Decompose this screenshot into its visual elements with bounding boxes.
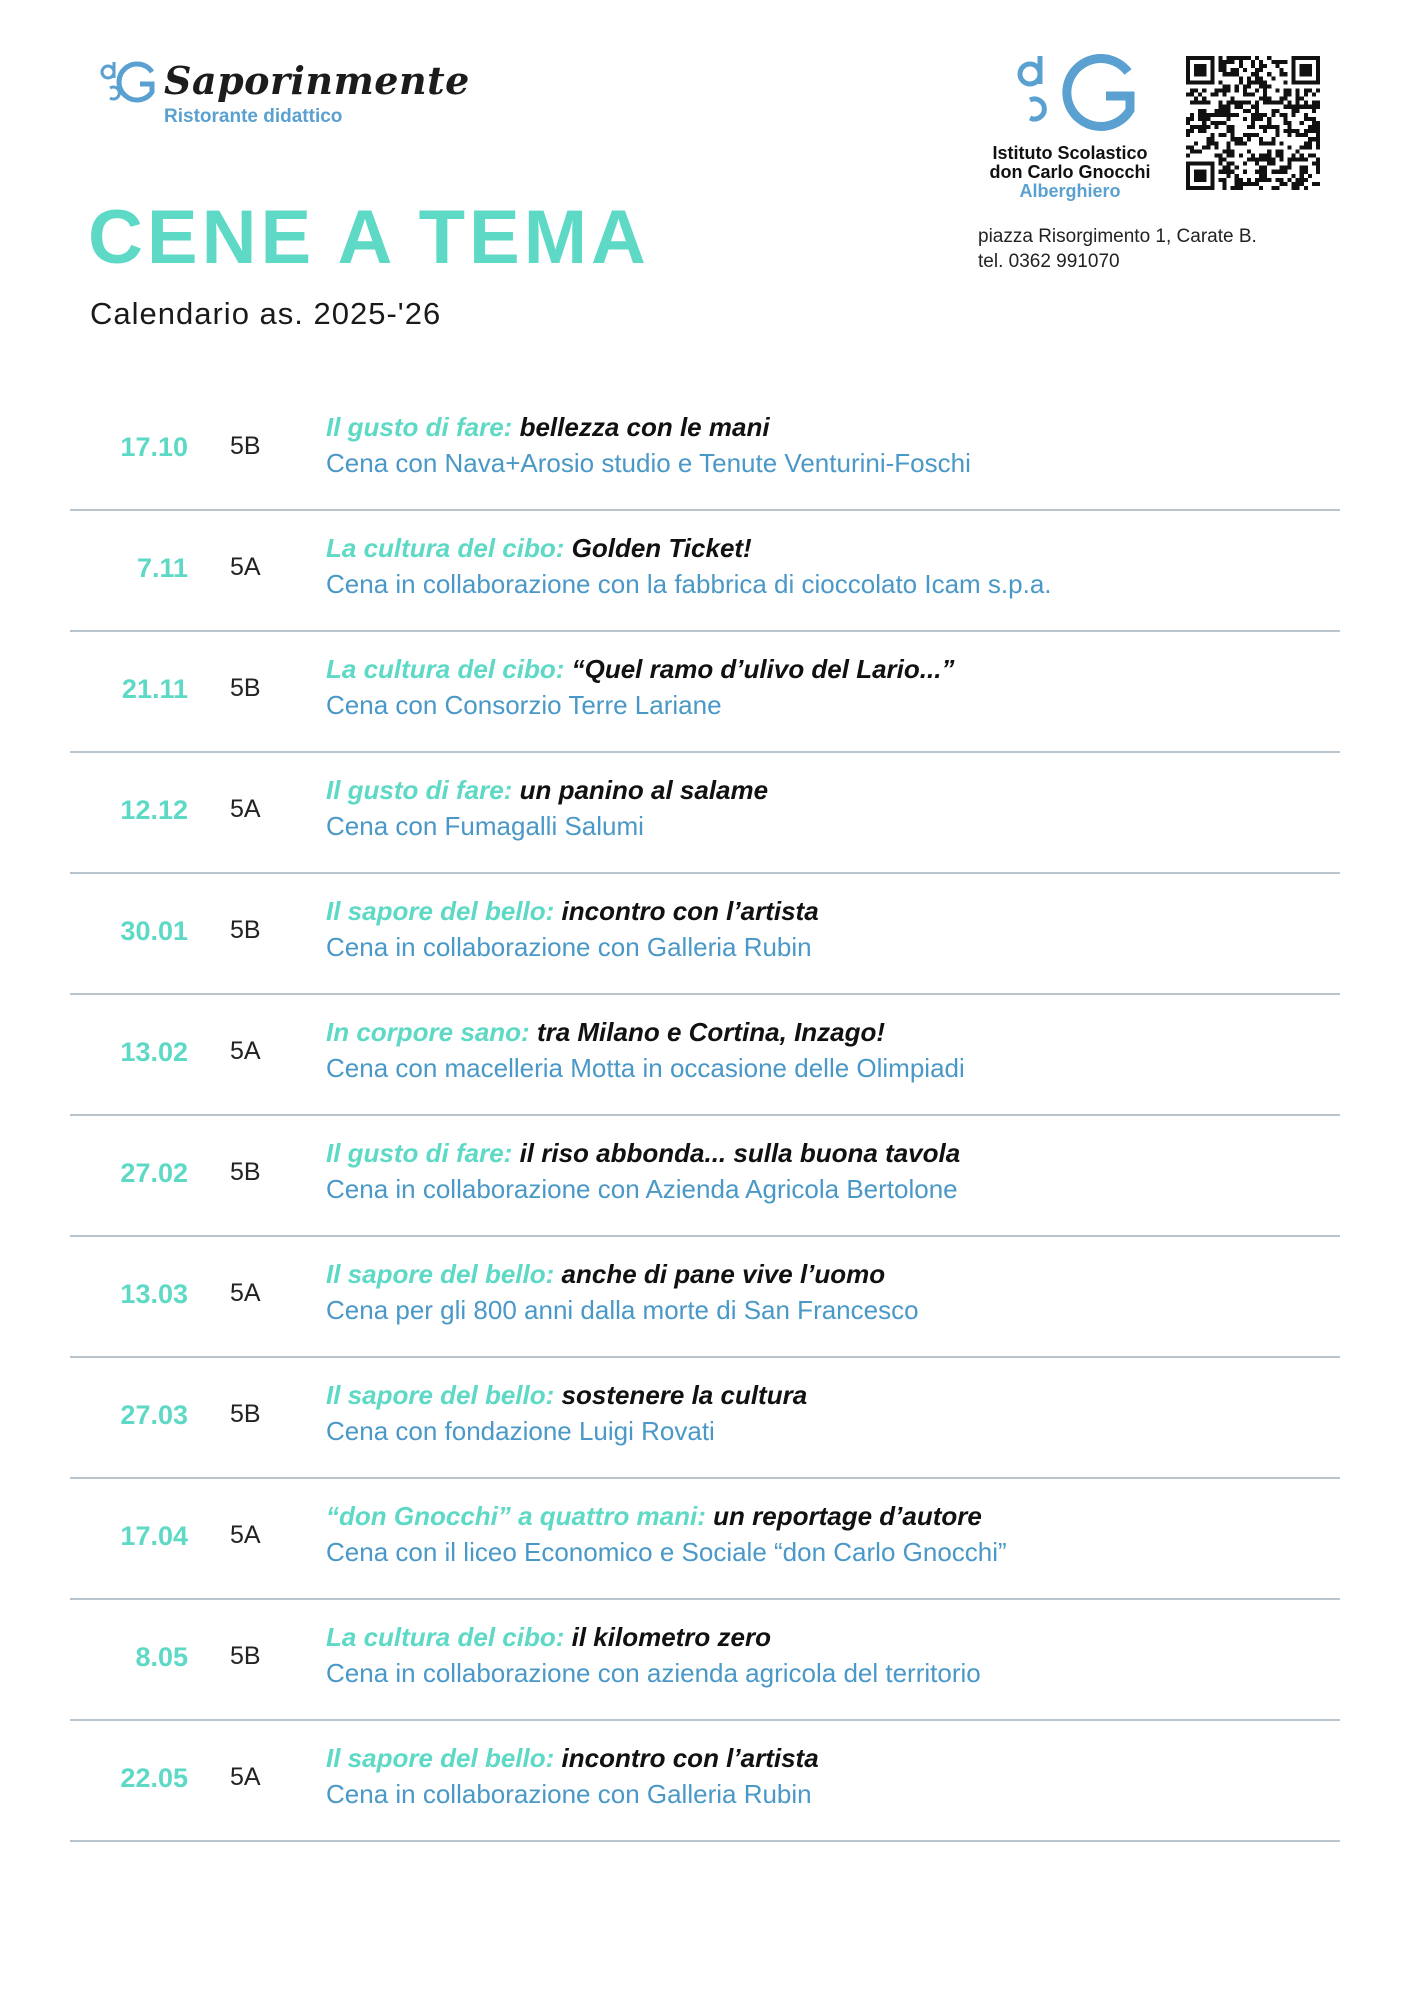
event-date: 8.05: [135, 1642, 188, 1672]
event-date: 27.02: [120, 1158, 188, 1188]
event-description: Cena con Fumagalli Salumi: [326, 811, 644, 841]
event-date: 13.02: [120, 1037, 188, 1067]
event-theme: La cultura del cibo:: [326, 533, 565, 563]
event-title: tra Milano e Cortina, Inzago!: [536, 1017, 886, 1047]
event-heading: [326, 896, 819, 927]
brand-block: [96, 56, 470, 136]
event-list: [70, 390, 1340, 1842]
event-date: 17.10: [120, 432, 188, 462]
event-heading: [326, 1501, 982, 1532]
event-date: 21.11: [121, 674, 188, 704]
event-theme: Il gusto di fare:: [326, 775, 513, 805]
event-theme: “don Gnocchi” a quattro mani:: [326, 1501, 706, 1531]
event-title: il riso abbonda... sulla buona tavola: [519, 1138, 961, 1168]
event-title: Golden Ticket!: [571, 533, 752, 563]
event-row: [70, 874, 1340, 995]
event-row: [70, 390, 1340, 511]
event-description: Cena in collaborazione con Azienda Agricola Bertolone: [326, 1174, 958, 1204]
event-title: bellezza con le mani: [519, 412, 770, 442]
event-class: 5B: [230, 432, 261, 460]
dg-logo-icon: [96, 58, 156, 108]
event-description: Cena con il liceo Economico e Sociale “don Carlo Gnocchi”: [326, 1537, 1007, 1567]
event-heading: [326, 1622, 771, 1653]
event-theme: La cultura del cibo:: [326, 654, 565, 684]
dg-logo-icon: [1008, 50, 1138, 134]
brand-subtitle: Ristorante didattico: [164, 106, 343, 127]
event-class: 5B: [230, 674, 261, 702]
event-heading: [326, 1017, 885, 1048]
event-theme: La cultura del cibo:: [326, 1622, 565, 1652]
event-heading: [326, 533, 752, 564]
event-theme: Il sapore del bello:: [326, 1380, 555, 1410]
event-class: 5B: [230, 1642, 261, 1670]
address: piazza Risorgimento 1, Carate B.: [978, 226, 1257, 247]
event-description: Cena in collaborazione con azienda agricola del territorio: [326, 1658, 981, 1688]
event-heading: [326, 1259, 885, 1290]
event-heading: [326, 1743, 819, 1774]
event-description: Cena con macelleria Motta in occasione delle Olimpiadi: [326, 1053, 965, 1083]
event-date: 17.04: [120, 1521, 188, 1551]
event-date: 30.01: [120, 916, 188, 946]
event-date: 12.12: [120, 795, 188, 825]
institute-name: [960, 144, 1180, 201]
event-title: anche di pane vive l’uomo: [561, 1259, 886, 1289]
event-date: 22.05: [120, 1763, 188, 1793]
event-title: sostenere la cultura: [561, 1380, 808, 1410]
event-row: [70, 1479, 1340, 1600]
event-row: [70, 632, 1340, 753]
event-description: Cena in collaborazione con Galleria Rubin: [326, 1779, 812, 1809]
event-description: Cena con Consorzio Terre Lariane: [326, 690, 722, 720]
event-heading: [326, 1138, 960, 1169]
event-theme: Il gusto di fare:: [326, 1138, 513, 1168]
event-row: [70, 1600, 1340, 1721]
event-theme: Il sapore del bello:: [326, 896, 555, 926]
event-description: Cena in collaborazione con la fabbrica di cioccolato Icam s.p.a.: [326, 569, 1052, 599]
event-class: 5B: [230, 1158, 261, 1186]
event-description: Cena per gli 800 anni dalla morte di San Francesco: [326, 1295, 919, 1325]
event-class: 5A: [230, 553, 261, 581]
institute-line1: Istituto Scolastico: [992, 143, 1148, 163]
event-date: 27.03: [120, 1400, 188, 1430]
event-date: 13.03: [120, 1279, 188, 1309]
event-theme: Il gusto di fare:: [326, 412, 513, 442]
address-block: [978, 224, 1257, 274]
event-row: [70, 753, 1340, 874]
event-row: [70, 1358, 1340, 1479]
event-class: 5A: [230, 1279, 261, 1307]
event-class: 5A: [230, 1037, 261, 1065]
event-theme: Il sapore del bello:: [326, 1259, 555, 1289]
event-title: un panino al salame: [519, 775, 769, 805]
event-class: 5B: [230, 916, 261, 944]
event-heading: [326, 412, 770, 443]
event-title: un reportage d’autore: [713, 1501, 982, 1531]
event-theme: Il sapore del bello:: [326, 1743, 555, 1773]
event-row: [70, 1116, 1340, 1237]
institute-line2: don Carlo Gnocchi: [989, 162, 1151, 182]
event-class: 5A: [230, 795, 261, 823]
event-title: il kilometro zero: [571, 1622, 771, 1652]
event-row: [70, 1721, 1340, 1842]
event-description: Cena con Nava+Arosio studio e Tenute Venturini-Foschi: [326, 448, 971, 478]
event-class: 5A: [230, 1521, 261, 1549]
event-heading: [326, 654, 954, 685]
page-title: CENE A TEMA: [88, 195, 650, 280]
event-row: [70, 1237, 1340, 1358]
event-heading: [326, 775, 768, 806]
institute-line3: Alberghiero: [1019, 181, 1121, 201]
qr-code-icon[interactable]: [1186, 56, 1320, 190]
event-row: [70, 511, 1340, 632]
event-description: Cena in collaborazione con Galleria Rubin: [326, 932, 812, 962]
event-row: [70, 995, 1340, 1116]
event-heading: [326, 1380, 807, 1411]
event-title: incontro con l’artista: [561, 1743, 819, 1773]
event-date: 7.11: [136, 553, 188, 583]
event-title: incontro con l’artista: [561, 896, 819, 926]
phone: tel. 0362 991070: [978, 251, 1120, 272]
event-theme: In corpore sano:: [326, 1017, 530, 1047]
event-class: 5A: [230, 1763, 261, 1791]
event-description: Cena con fondazione Luigi Rovati: [326, 1416, 715, 1446]
brand-name: Saporinmente: [164, 58, 470, 103]
page-subtitle: Calendario as. 2025-'26: [90, 296, 442, 331]
event-class: 5B: [230, 1400, 261, 1428]
event-title: “Quel ramo d’ulivo del Lario...”: [571, 654, 955, 684]
